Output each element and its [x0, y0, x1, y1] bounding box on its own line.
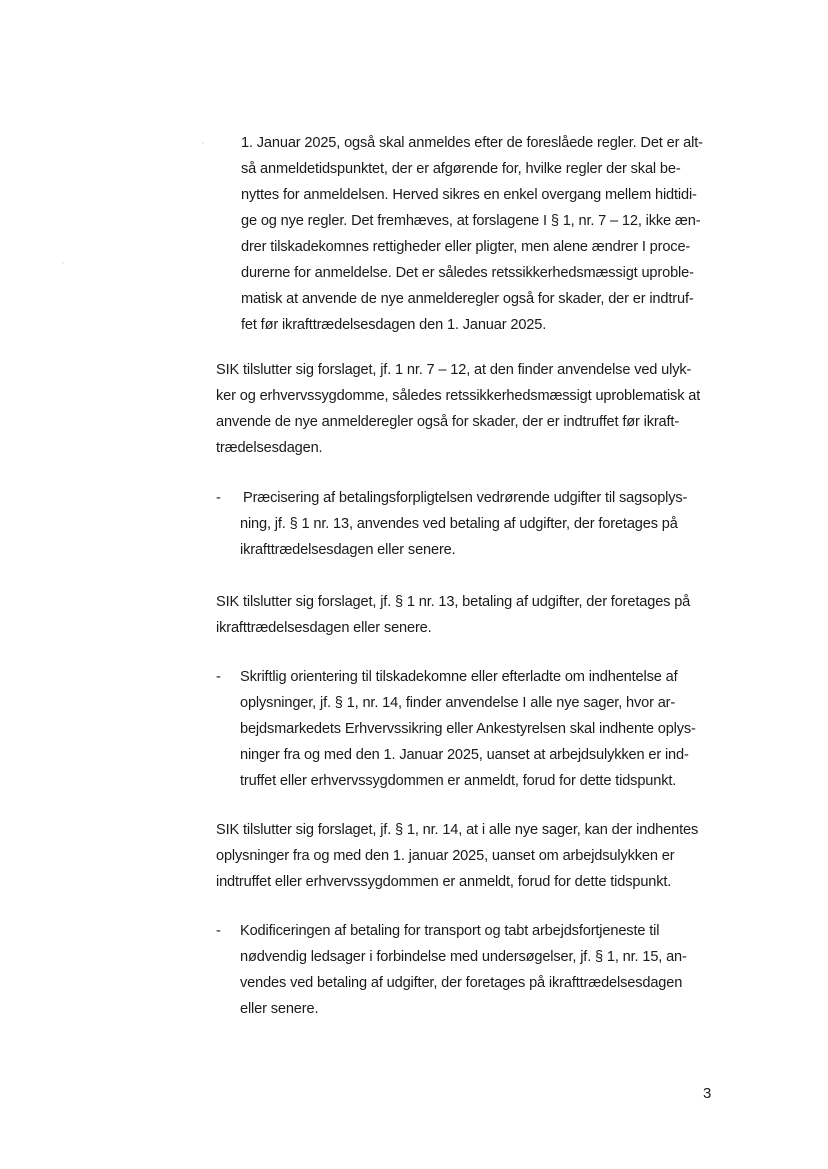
paragraph-line: drer tilskadekomnes rettigheder eller pligter, men alene ændrer I proce-: [241, 239, 691, 255]
scan-speck: [62, 262, 64, 264]
paragraph-line: ning, jf. § 1 nr. 13, anvendes ved betaling af udgifter, der foretages på: [240, 516, 678, 532]
paragraph-line: ge og nye regler. Det fremhæves, at forslagene I § 1, nr. 7 – 12, ikke æn-: [241, 213, 701, 229]
paragraph-line: SIK tilslutter sig forslaget, jf. § 1 nr. 13, betaling af udgifter, der foretages på: [216, 594, 691, 610]
paragraph-line: ker og erhvervssygdomme, således retssikkerhedsmæssigt uproblematisk at: [216, 388, 701, 404]
paragraph-line: nødvendig ledsager i forbindelse med undersøgelser, jf. § 1, nr. 15, an-: [240, 949, 687, 965]
paragraph-line: Skriftlig orientering til tilskadekomne eller efterladte om indhentelse af: [240, 669, 678, 685]
paragraph-line: indtruffet eller erhvervssygdommen er anmeldt, forud for dette tidspunkt.: [216, 874, 672, 890]
paragraph-line: eller senere.: [240, 1001, 319, 1017]
paragraph-line: oplysninger fra og med den 1. januar 2025, uanset om arbejdsulykken er: [216, 848, 675, 864]
paragraph-line: så anmeldetidspunktet, der er afgørende for, hvilke regler der skal be-: [241, 161, 681, 177]
paragraph-line: trædelsesdagen.: [216, 440, 323, 456]
paragraph-line: vendes ved betaling af udgifter, der foretages på ikrafttrædelsesdagen: [240, 975, 683, 991]
paragraph-line: ninger fra og med den 1. Januar 2025, uanset at arbejdsulykken er ind-: [240, 747, 689, 763]
paragraph-line: fet før ikrafttrædelsesdagen den 1. Januar 2025.: [241, 317, 547, 333]
paragraph-line: matisk at anvende de nye anmelderegler også for skader, der er indtruf-: [241, 291, 694, 307]
paragraph-line: SIK tilslutter sig forslaget, jf. 1 nr. 7 – 12, at den finder anvendelse ved ulyk-: [216, 362, 692, 378]
bullet-dash: -: [216, 669, 221, 685]
paragraph-line: ikrafttrædelsesdagen eller senere.: [240, 542, 456, 558]
paragraph-line: Præcisering af betalingsforpligtelsen vedrørende udgifter til sagsoplys-: [243, 490, 688, 506]
bullet-dash: -: [216, 923, 221, 939]
page-number: 3: [703, 1085, 712, 1102]
paragraph-line: truffet eller erhvervssygdommen er anmeldt, forud for dette tidspunkt.: [240, 773, 677, 789]
paragraph-line: SIK tilslutter sig forslaget, jf. § 1, nr. 14, at i alle nye sager, kan der indhentes: [216, 822, 699, 838]
paragraph-line: nyttes for anmeldelsen. Herved sikres en enkel overgang mellem hidtidi-: [241, 187, 697, 203]
paragraph-line: ikrafttrædelsesdagen eller senere.: [216, 620, 432, 636]
paragraph-line: 1. Januar 2025, også skal anmeldes efter de foreslåede regler. Det er alt-: [241, 135, 703, 151]
paragraph-line: bejdsmarkedets Erhvervssikring eller Ankestyrelsen skal indhente oplys-: [240, 721, 696, 737]
paragraph-line: durerne for anmeldelse. Det er således retssikkerhedsmæssigt uproble-: [241, 265, 694, 281]
paragraph-line: Kodificeringen af betaling for transport og tabt arbejdsfortjeneste til: [240, 923, 660, 939]
paragraph-line: anvende de nye anmelderegler også for skader, der er indtruffet før ikraft-: [216, 414, 680, 430]
scan-speck: [202, 142, 204, 144]
paragraph-line: oplysninger, jf. § 1, nr. 14, finder anvendelse I alle nye sager, hvor ar-: [240, 695, 676, 711]
bullet-dash: -: [216, 490, 221, 506]
